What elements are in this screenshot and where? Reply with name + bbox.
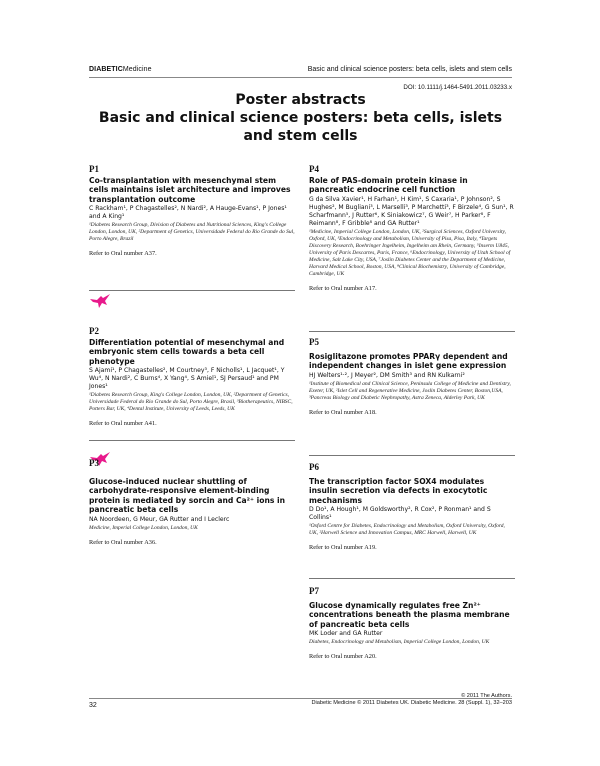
entry-rule [89, 290, 295, 291]
abstract-title: Differentiation potential of mesenchymal and embryonic stem cells towards a beta cell phenotype [89, 338, 285, 366]
running-title: Basic and clinical science posters: beta cells, islets and stem cells [307, 66, 512, 73]
abstract-affiliations: Diabetes, Endocrinology and Metabolism, Imperial College London, London, UK [309, 639, 490, 646]
copyright-line2: Diabetic Medicine © 2011 Diabetes UK. Diabetic Medicine. 28 (Suppl. 1), 32–203 [311, 700, 512, 707]
abstract-number: P4 [309, 164, 319, 174]
abstract-authors: NA Noordeen, G Meur, GA Rutter and I Leclerc [89, 515, 230, 523]
abstract-authors: G da Silva Xavier¹, H Farhan¹, H Kim¹, S Caxaria¹, P Johnson², S Hughes², M Bugliani³, L Marselli³, P Marchetti³, F Birzele⁴, G Sun¹, R Scharfmann⁵, J Rutter⁶, K Siniakowicz⁷, G Weir⁷, H Parker⁸, F Reimann⁸, F Gribble⁸ and GA Rutter¹ [309, 195, 514, 227]
abstract-authors: D Do¹, A Hough¹, M Goldsworthy², R Cox², P Ronman¹ and S Collins¹ [309, 506, 491, 522]
abstract-number: P5 [309, 337, 319, 347]
abstract-title: Rosiglitazone promotes PPARγ dependent and independent changes in islet gene expression [309, 352, 508, 371]
abstract-title: Glucose-induced nuclear shuttling of carbohydrate-responsive element-binding protein is mediated by sorcin and Ca²⁺ ions in pancreatic beta cells [89, 477, 286, 515]
abstract-number: P6 [309, 462, 319, 472]
abstract-reference: Refer to Oral number A20. [309, 653, 377, 661]
journal-name-bold: DIABETIC [89, 66, 123, 73]
abstract-affiliations: ¹Medicine, Imperial College London, London, UK, ²Surgical Sciences, Oxford University, Oxford, UK, ³Endocrinology and Metabolism, University of Pisa, Pisa, Italy, ⁴Targets Discovery Research, Boehringer Ingelheim, Ingelheim am Rhein, Germany, ⁵Inserm U845, University of Paris Descartes, Paris, France, ⁶Endocrinology, University of Utah School of Medicine, Salt Lake City, USA, ⁷Joslin Diabetes Center and the Department of Medicine, Harvard Medical School, Boston, USA, ⁸Clinical Biochemistry, University of Cambridge, Cambridge, UK [309, 228, 511, 277]
abstract-p4 [309, 164, 515, 292]
entry-rule [309, 578, 515, 579]
journal-name-rest: Medicine [122, 66, 152, 73]
abstract-reference: Refer to Oral number A41. [89, 420, 157, 428]
abstract-number: P2 [89, 326, 99, 336]
abstract-authors: HJ Welters¹·², J Meyer², DM Smith³ and RN Kulkarni² [309, 371, 465, 379]
copyright [311, 693, 512, 708]
doi: DOI: 10.1111/j.1464-5491.2011.03233.x [403, 84, 512, 91]
abstract-title: Glucose dynamically regulates free Zn²⁺ concentrations beneath the plasma membrane of pancreatic beta cells [309, 601, 510, 629]
page-title-line1: Poster abstracts [235, 92, 366, 108]
entry-rule [89, 440, 295, 441]
abstract-reference: Refer to Oral number A36. [89, 538, 157, 546]
abstract-p6 [309, 462, 515, 551]
footer-rule [89, 698, 512, 699]
abstract-title: The transcription factor SOX4 modulates insulin secretion via defects in exocytotic mechanisms [309, 477, 488, 505]
abstract-p5 [309, 337, 515, 416]
abstract-affiliations: ¹Oxford Centre for Diabetes, Endocrinology and Metabolism, Oxford University, Oxford, UK, ²Harwell Science and Innovation Campus, MRC Harwell, Harwell, UK [309, 523, 505, 537]
abstract-authors: MK Loder and GA Rutter [309, 630, 383, 638]
abstract-reference: Refer to Oral number A19. [309, 544, 377, 552]
abstract-p7 [309, 586, 515, 660]
entry-rule [309, 455, 515, 456]
abstract-number: P1 [89, 164, 99, 174]
page-title-line2: Basic and clinical science posters: beta cells, islets and stem cells [98, 110, 503, 144]
copyright-line1: © 2011 The Authors. [461, 693, 512, 699]
right-column [309, 0, 515, 766]
abstract-number: P7 [309, 586, 319, 596]
entry-rule [309, 331, 515, 332]
abstract-p1 [89, 164, 295, 257]
abstract-reference: Refer to Oral number A18. [309, 408, 377, 416]
abstract-affiliations: ¹Diabetes Research Group, Division of Diabetes and Nutritional Sciences, King's College London, London, UK, ²Department of Genetics, Universidade Federal do Rio Grande do Sul, Porto Alegre, Brazil [89, 222, 295, 243]
abstract-authors: C Rackham¹, P Chagastelles², N Nardi², A Hauge-Evans¹, P Jones¹ and A King¹ [89, 205, 287, 221]
abstract-p3 [89, 458, 295, 546]
page-number: 32 [89, 702, 97, 709]
abstract-title: Co-transplantation with mesenchymal stem cells maintains islet architecture and improves transplantation outcome [89, 176, 291, 204]
abstract-title: Role of PAS-domain protein kinase in pancreatic endocrine cell function [309, 176, 468, 195]
left-column [89, 0, 295, 766]
abstract-reference: Refer to Oral number A17. [309, 284, 377, 292]
abstract-affiliations: ¹Institute of Biomedical and Clinical Science, Peninsula College of Medicine and Dentistry, Exeter, UK, ²Islet Cell and Regenerative Medicine, Joslin Diabetes Center, Boston,USA, ³Pancreas Biology and Diabetic Nephropathy, Astra Zeneca, Alderley Park, UK [309, 380, 511, 401]
abstract-affiliations: Medicine, Imperial College London, London, UK [89, 524, 198, 531]
abstract-affiliations: ¹Diabetes Research Group, King's College London, London, UK, ²Department of Genetics, Universidade Federal do Rio Grande do Sul, Porto Alegre, Brasil, ³Biotherapeutics, NIBSC, Potters Bar, UK, ⁴Dental Institute, University of Leeds, Leeds, UK [89, 392, 293, 413]
abstract-authors: S Ajami¹, P Chagastelles², M Courtney³, F Nicholls¹, L Jacquet¹, Y Wu⁴, N Nardi², C Burns⁴, X Yang⁴, S Amiel¹, SJ Persaud¹ and PM Jones¹ [89, 367, 285, 391]
abstract-number: P3 [89, 458, 99, 468]
hummingbird-icon [89, 292, 111, 310]
abstract-reference: Refer to Oral number A37. [89, 250, 157, 258]
abstract-p2 [89, 326, 295, 427]
